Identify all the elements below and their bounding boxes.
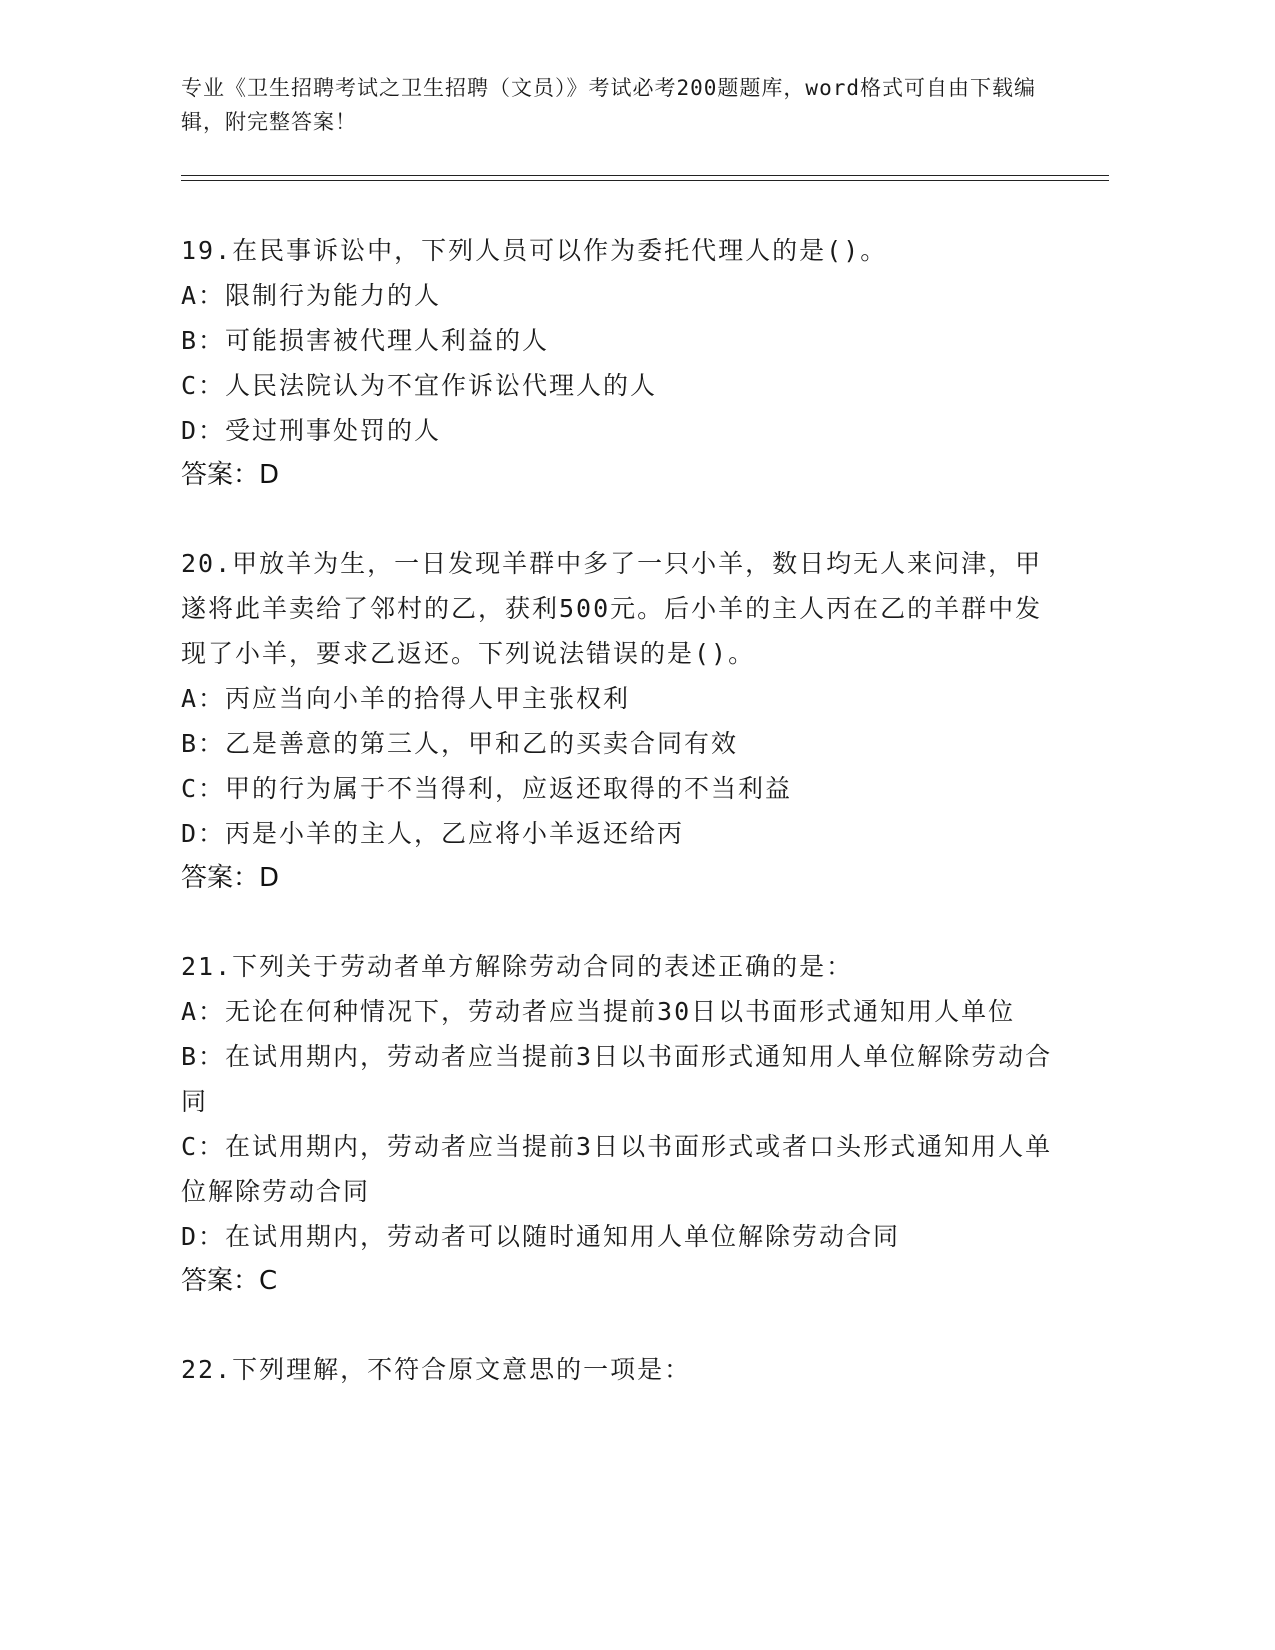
question-20 xyxy=(181,541,1061,901)
question-stem: 21.下列关于劳动者单方解除劳动合同的表述正确的是： xyxy=(181,952,854,981)
option-b: B：在试用期内，劳动者应当提前3日以书面形式通知用人单位解除劳动合同 xyxy=(181,1042,1053,1116)
answer-line: 答案：C xyxy=(181,1266,278,1296)
option-d: D：丙是小羊的主人，乙应将小羊返还给丙 xyxy=(181,819,685,848)
question-stem: 19.在民事诉讼中，下列人员可以作为委托代理人的是()。 xyxy=(181,236,888,265)
question-22 xyxy=(181,1347,1061,1392)
question-stem: 20.甲放羊为生，一日发现羊群中多了一只小羊，数日均无人来问津，甲遂将此羊卖给了邻村的乙，获利500元。后小羊的主人丙在乙的羊群中发现了小羊，要求乙返还。下列说法错误的是()。 xyxy=(181,549,1043,668)
answer-line: 答案：D xyxy=(181,863,280,893)
document-header: 专业《卫生招聘考试之卫生招聘（文员）》考试必考200题题库，word格式可自由下载编辑，附完整答案！ xyxy=(181,76,1036,134)
question-21 xyxy=(181,944,1061,1304)
option-c: C：在试用期内，劳动者应当提前3日以书面形式或者口头形式通知用人单位解除劳动合同 xyxy=(181,1132,1053,1206)
question-list xyxy=(181,228,1061,1435)
header-rule-top xyxy=(181,175,1109,176)
option-a: A：限制行为能力的人 xyxy=(181,281,442,310)
option-a: A：无论在何种情况下，劳动者应当提前30日以书面形式通知用人单位 xyxy=(181,997,1016,1026)
option-b: B：乙是善意的第三人，甲和乙的买卖合同有效 xyxy=(181,729,739,758)
option-c: C：甲的行为属于不当得利，应返还取得的不当利益 xyxy=(181,774,793,803)
option-b: B：可能损害被代理人利益的人 xyxy=(181,326,550,355)
option-a: A：丙应当向小羊的拾得人甲主张权利 xyxy=(181,684,631,713)
option-c: C：人民法院认为不宜作诉讼代理人的人 xyxy=(181,371,658,400)
question-stem: 22.下列理解，不符合原文意思的一项是： xyxy=(181,1355,692,1384)
option-d: D：在试用期内，劳动者可以随时通知用人单位解除劳动合同 xyxy=(181,1222,901,1251)
question-19 xyxy=(181,228,1061,498)
option-d: D：受过刑事处罚的人 xyxy=(181,416,442,445)
answer-line: 答案：D xyxy=(181,460,280,490)
header-rule-bottom xyxy=(181,180,1109,181)
